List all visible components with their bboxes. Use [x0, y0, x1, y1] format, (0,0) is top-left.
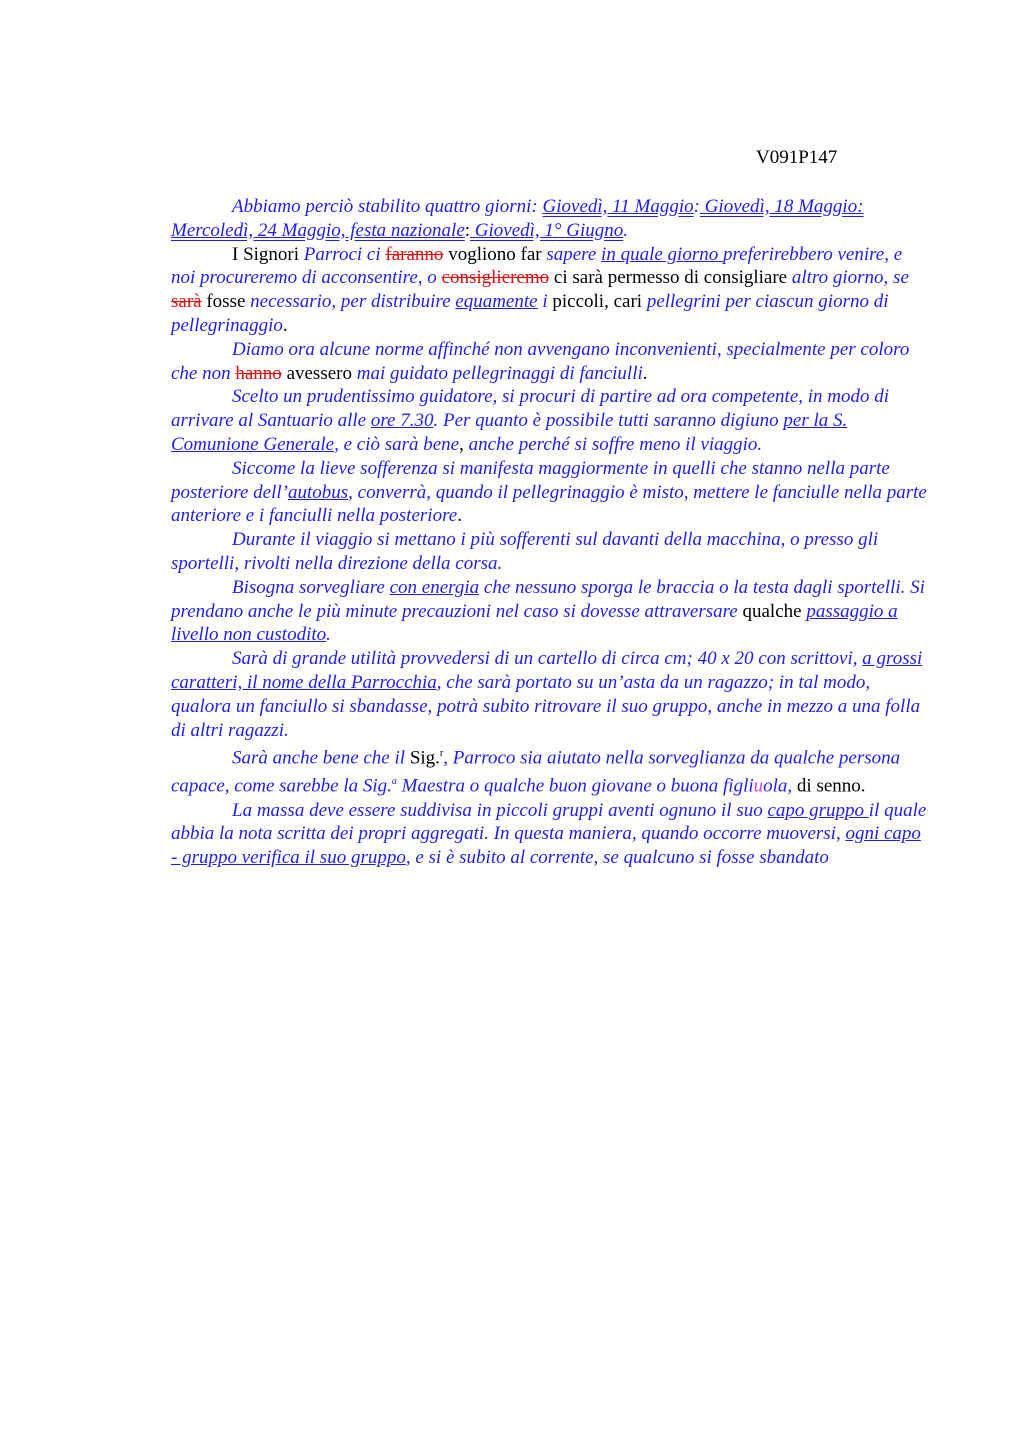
- date-span: Mercoledì, 24 Maggio, festa nazionale: [171, 219, 465, 241]
- text-span: che nessuno sporga le braccia o la testa dagli sportelli. Si prendano anche le più minute precauzioni nel caso si dovesse attraversare: [171, 576, 925, 622]
- underlined-span: ore 7.30: [370, 410, 434, 432]
- paragraph-6: [171, 528, 931, 576]
- text-span: , che sarà portato su un’asta da un ragazzo; in tal modo, qualora un fanciullo si sbandasse, potrà subito ritrovare il suo gruppo, anche in mezzo a una folla di altri ragazzi.: [171, 671, 921, 741]
- underlined-span: a grossi caratteri, il nome della Parrocchia: [171, 648, 923, 693]
- text-span: :: [464, 219, 471, 241]
- text-span: ola,: [763, 775, 793, 797]
- text-span: :: [693, 196, 700, 217]
- text-span: .: [326, 624, 331, 646]
- text-span: anche perché si soffre meno il viaggio.: [463, 433, 763, 455]
- text-span: Abbiamo perciò stabilito quattro giorni:: [232, 196, 543, 217]
- text-span: .: [623, 219, 629, 241]
- text-span: mai guidato pellegrinaggi di fanciulli: [356, 362, 643, 384]
- text-span: il quale abbia la nota scritta dei propri aggregati. In questa maniera, quando occorre muoversi,: [171, 799, 927, 845]
- underlined-span: autobus: [287, 481, 349, 503]
- date-span: Giovedì, 1° Giugno: [470, 219, 624, 241]
- text-span: preferirebbero venire, e noi procureremo di acconsentire, o: [171, 243, 903, 289]
- text-span: I Signori: [232, 243, 304, 265]
- text-span: qualche: [742, 600, 807, 622]
- date-span: Giovedì, 11 Maggio: [542, 196, 694, 217]
- text-span: Sarà di grande utilità provvedersi di un cartello di circa cm; 40 x 20 con scrittovi,: [232, 648, 863, 670]
- text-span: Bisogna sorvegliare: [232, 576, 390, 598]
- text-span: Durante il viaggio si mettano i più sofferenti sul davanti della macchina, o presso gli sportelli, rivolti nella direzione della corsa.: [171, 529, 879, 574]
- text-span: sapere: [546, 243, 602, 265]
- date-span: Giovedì, 18 Maggio:: [699, 196, 864, 217]
- text-span: Sarà anche bene che il: [232, 747, 410, 769]
- paragraph-3: [171, 338, 931, 386]
- superscript: a: [391, 776, 397, 788]
- text-span: necessario, per distribuire: [250, 291, 456, 313]
- text-span: di senno: [792, 775, 861, 797]
- text-span: , Parroco sia aiutato nella sorveglianza da qualche persona capace, come sarebbe la Sig.: [171, 747, 901, 797]
- paragraph-5: [171, 457, 931, 528]
- text-span: Siccome la lieve sofferenza si manifesta maggiormente in quelli che stanno nella parte posteriore dell’: [171, 457, 890, 503]
- text-span: La massa deve essere suddivisa in piccoli gruppi aventi ognuno il suo: [232, 799, 768, 821]
- deleted-span: sarà: [171, 291, 202, 313]
- text-span: piccoli, cari: [552, 291, 647, 313]
- text-span: Parroci ci: [303, 243, 386, 265]
- paragraph-7: [171, 576, 931, 647]
- text-span: avessero: [281, 362, 357, 384]
- text-span: Sig.: [409, 747, 440, 769]
- text-span: , converrà, quando il pellegrinaggio è misto, mettere le fanciulle nella parte anteriore e i fanciulli nella posteriore: [171, 481, 927, 527]
- underlined-span: per la S. Comunione Generale: [171, 410, 848, 455]
- inserted-span: u: [753, 775, 764, 797]
- underlined-span: in quale giorno: [601, 243, 723, 265]
- paragraph-4: [171, 385, 931, 456]
- paragraph-2: [171, 243, 931, 338]
- underlined-span: equamente: [455, 291, 538, 313]
- underlined-span: con energia: [389, 576, 480, 598]
- text-span: i: [537, 291, 553, 313]
- text-span: .: [457, 505, 462, 527]
- text-span: fosse: [201, 291, 251, 313]
- text-span: ,: [459, 433, 464, 455]
- deleted-span: faranno: [385, 243, 444, 265]
- paragraph-10: [171, 799, 931, 870]
- text-span: Scelto un prudentissimo guidatore, si procuri di partire ad ora competente, in modo di arrivare al Santuario alle: [171, 386, 890, 432]
- paragraph-8: [171, 647, 931, 742]
- deleted-span: consiglieremo: [441, 267, 550, 289]
- text-span: pellegrini per ciascun giorno di pellegrinaggio: [171, 291, 889, 336]
- text-span: altro giorno, se: [791, 267, 909, 289]
- underlined-span: passaggio a livello non custodito: [171, 600, 898, 646]
- superscript: r: [439, 748, 444, 760]
- paragraph-9: [171, 742, 931, 798]
- document-body: [171, 195, 931, 870]
- deleted-span: hanno: [235, 362, 282, 384]
- document-id: V091P147: [756, 147, 838, 168]
- paragraph-1: [171, 195, 931, 243]
- text-span: vogliono far: [443, 243, 547, 265]
- text-span: .: [860, 775, 866, 797]
- text-span: .: [642, 362, 648, 384]
- text-span: Maestra o qualche buon giovane o buona figli: [396, 775, 754, 797]
- text-span: ci sarà permesso di consigliare: [549, 267, 792, 289]
- text-span: Diamo ora alcune norme affinché non avvengano inconvenienti, specialmente per coloro che non: [171, 338, 910, 384]
- text-span: , e ciò sarà bene: [334, 433, 460, 455]
- text-span: . Per quanto è possibile tutti saranno digiuno: [433, 410, 784, 432]
- text-span: , e si è subito al corrente, se qualcuno si fosse sbandato: [405, 847, 829, 869]
- underlined-span: ogni capo - gruppo verifica il suo gruppo: [171, 823, 921, 869]
- text-span: .: [282, 314, 288, 336]
- underlined-span: capo gruppo: [767, 799, 869, 821]
